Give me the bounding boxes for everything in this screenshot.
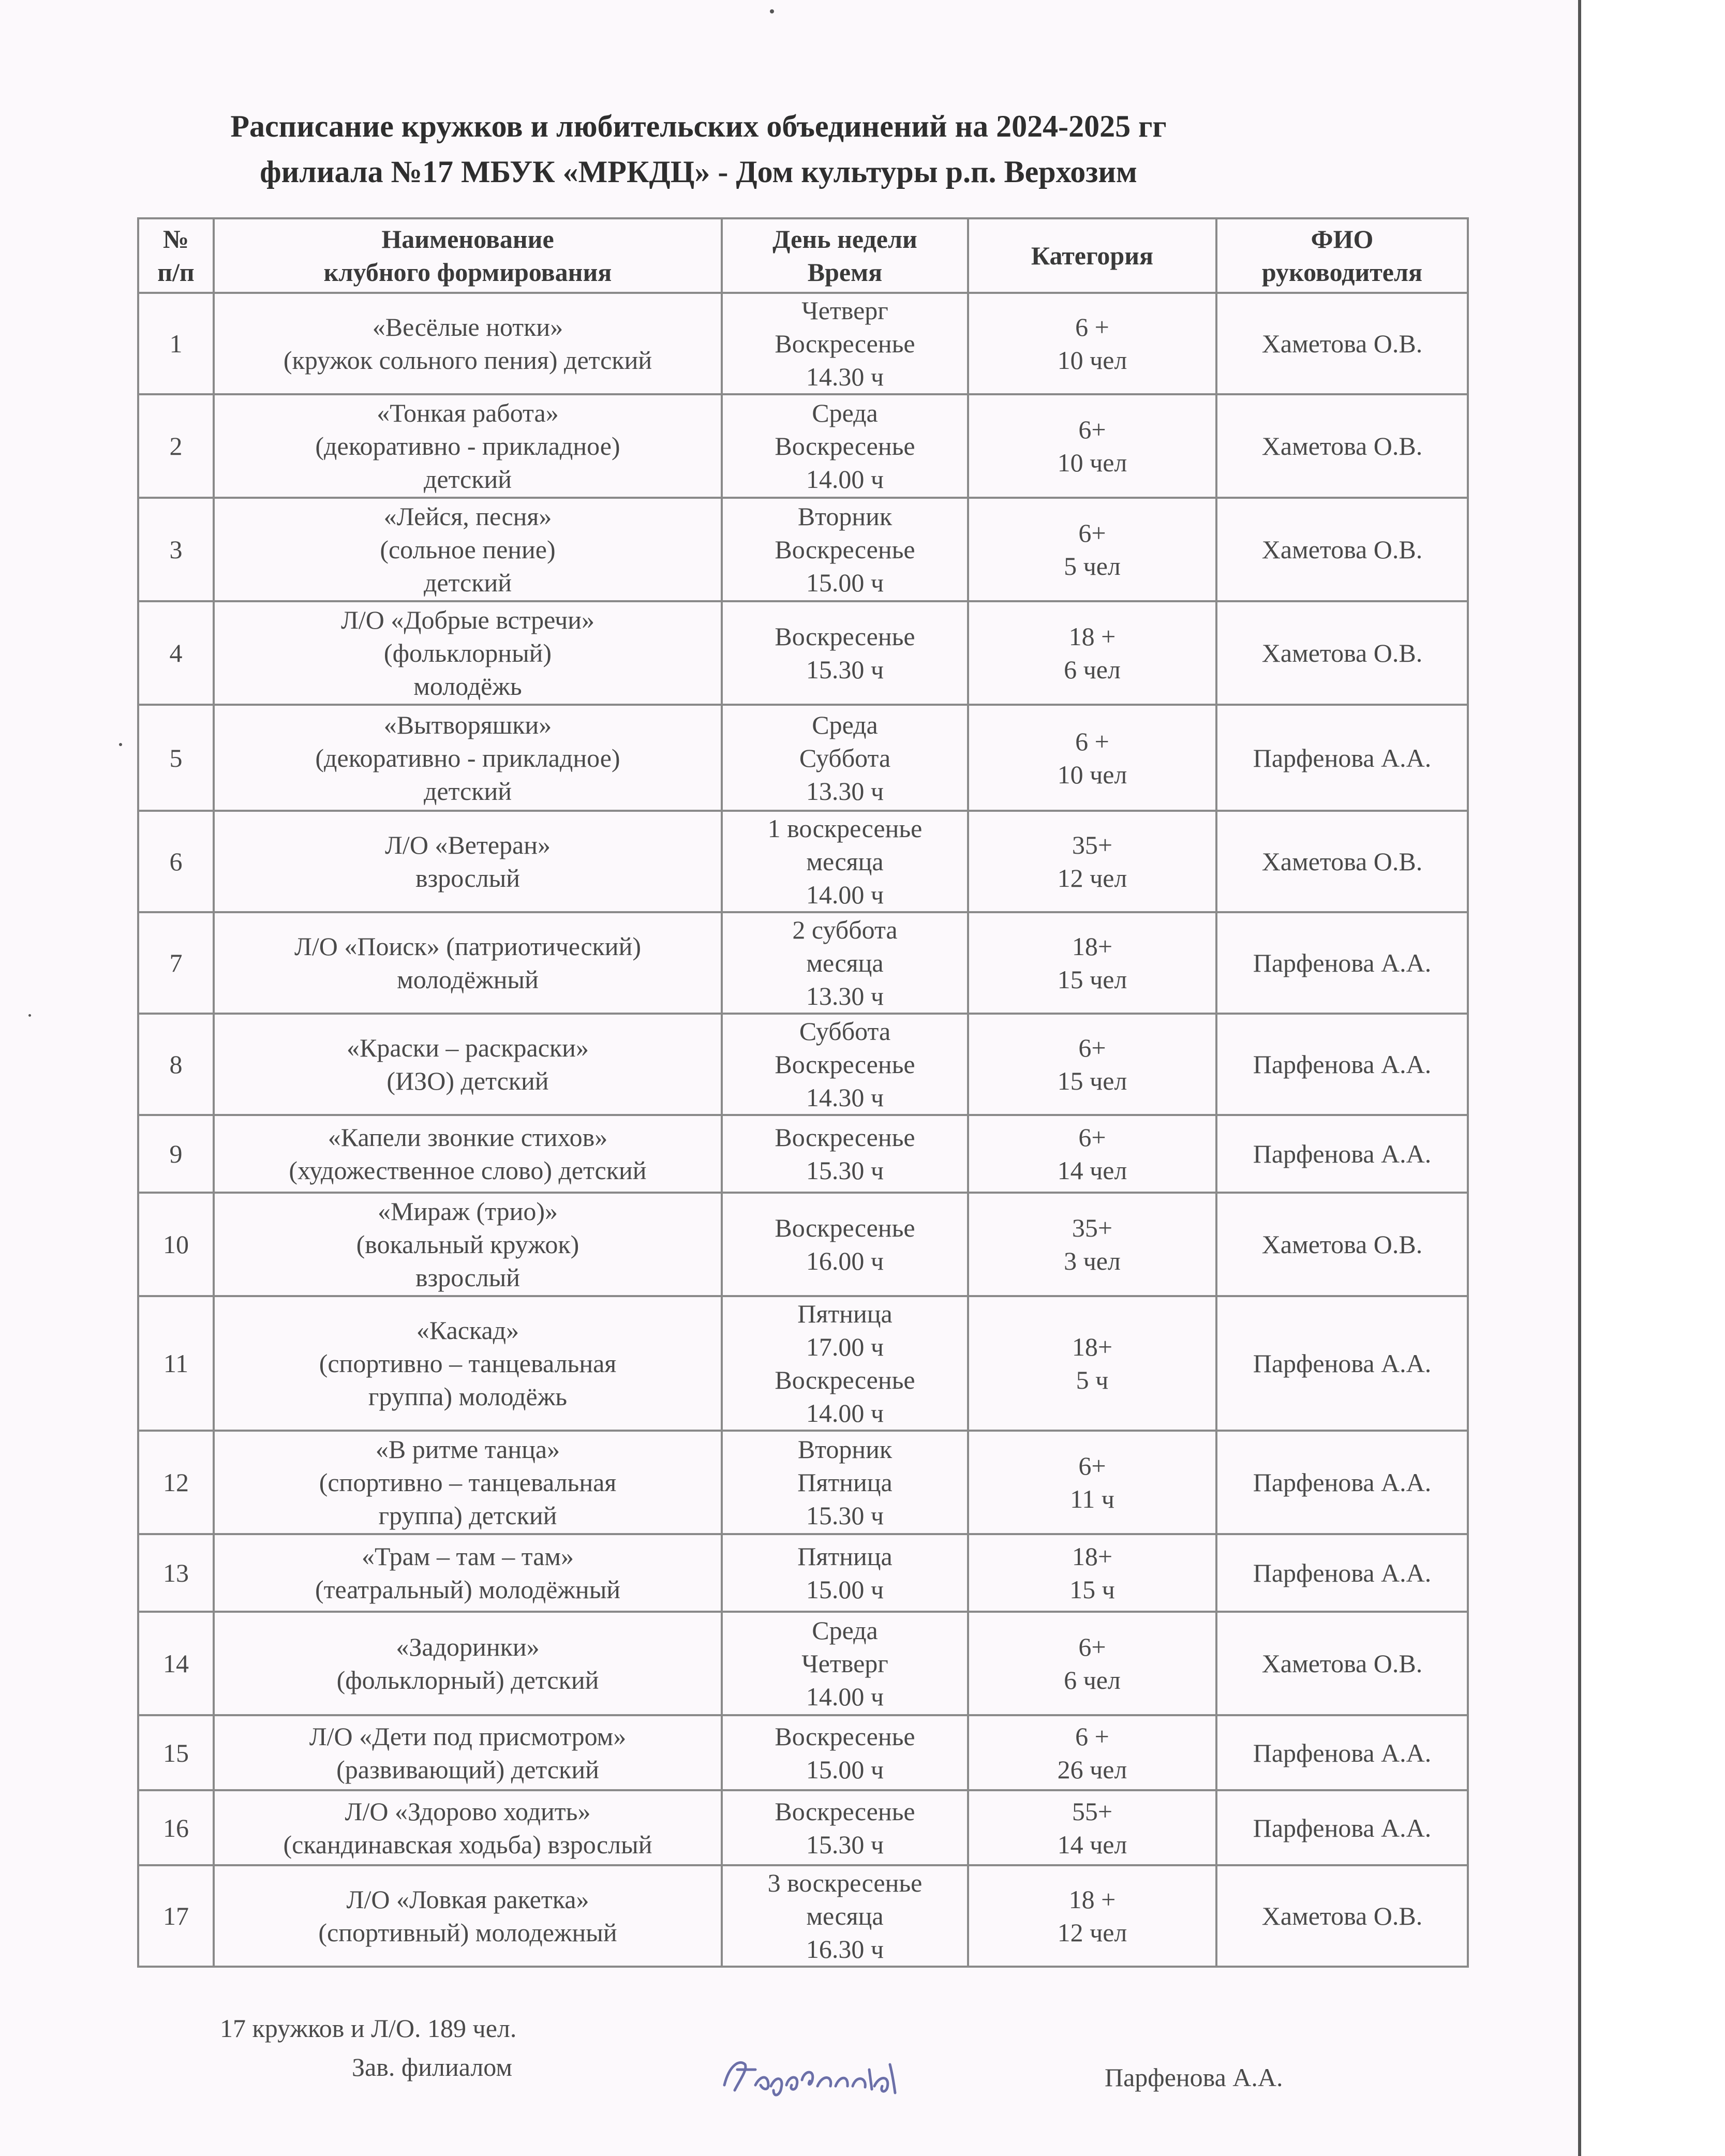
cell-schedule: Среда Четверг 14.00 ч xyxy=(722,1612,968,1715)
cell-category: 6+ 10 чел xyxy=(968,394,1216,498)
cell-category: 6+ 15 чел xyxy=(968,1014,1216,1115)
table-row xyxy=(138,912,1468,1014)
scan-dot-mark xyxy=(119,743,122,746)
cell-schedule: Четверг Воскресенье 14.30 ч xyxy=(722,293,968,394)
cell-schedule: 2 суббота месяца 13.30 ч xyxy=(722,912,968,1014)
cell-category: 6 + 10 чел xyxy=(968,705,1216,811)
cell-category: 35+ 12 чел xyxy=(968,811,1216,912)
cell-name: Л/О «Ветеран» взрослый xyxy=(214,811,722,912)
cell-schedule: Суббота Воскресенье 14.30 ч xyxy=(722,1014,968,1115)
cell-leader: Парфенова А.А. xyxy=(1216,1715,1468,1790)
cell-name: «Мираж (трио)» (вокальный кружок) взрослый xyxy=(214,1193,722,1296)
cell-number: 17 xyxy=(138,1865,214,1967)
cell-category: 6+ 6 чел xyxy=(968,1612,1216,1715)
cell-number: 7 xyxy=(138,912,214,1014)
cell-schedule: 1 воскресенье месяца 14.00 ч xyxy=(722,811,968,912)
handwritten-signature xyxy=(719,2049,942,2106)
cell-number: 14 xyxy=(138,1612,214,1715)
cell-name: «Весёлые нотки» (кружок сольного пения) детский xyxy=(214,293,722,394)
cell-number: 16 xyxy=(138,1790,214,1865)
table-row xyxy=(138,1715,1468,1790)
header-schedule: День недели Время xyxy=(722,218,968,293)
cell-schedule: Вторник Пятница 15.30 ч xyxy=(722,1431,968,1534)
cell-number: 15 xyxy=(138,1715,214,1790)
cell-leader: Парфенова А.А. xyxy=(1216,705,1468,811)
cell-leader: Парфенова А.А. xyxy=(1216,1014,1468,1115)
table-row xyxy=(138,1865,1468,1967)
title-line-2: филиала №17 МБУК «МРКДЦ» - Дом культуры р.п. Верхозим xyxy=(260,155,1137,189)
cell-name: «Каскад» (спортивно – танцевальная группа) молодёжь xyxy=(214,1296,722,1431)
cell-name: «Трам – там – там» (театральный) молодёжный xyxy=(214,1534,722,1612)
cell-number: 10 xyxy=(138,1193,214,1296)
table-row xyxy=(138,293,1468,394)
cell-leader: Парфенова А.А. xyxy=(1216,1115,1468,1193)
cell-number: 2 xyxy=(138,394,214,498)
cell-name: «Вытворяшки» (декоративно - прикладное) детский xyxy=(214,705,722,811)
cell-number: 3 xyxy=(138,498,214,601)
cell-leader: Хаметова О.В. xyxy=(1216,1865,1468,1967)
cell-number: 9 xyxy=(138,1115,214,1193)
cell-category: 18+ 15 ч xyxy=(968,1534,1216,1612)
table-row xyxy=(138,811,1468,912)
cell-number: 12 xyxy=(138,1431,214,1534)
cell-name: «В ритме танца» (спортивно – танцевальная группа) детский xyxy=(214,1431,722,1534)
cell-category: 18 + 6 чел xyxy=(968,601,1216,705)
table-body xyxy=(138,293,1468,1967)
cell-category: 6+ 11 ч xyxy=(968,1431,1216,1534)
cell-category: 55+ 14 чел xyxy=(968,1790,1216,1865)
cell-name: «Капели звонкие стихов» (художественное слово) детский xyxy=(214,1115,722,1193)
cell-schedule: Среда Воскресенье 14.00 ч xyxy=(722,394,968,498)
cell-leader: Хаметова О.В. xyxy=(1216,498,1468,601)
cell-leader: Хаметова О.В. xyxy=(1216,293,1468,394)
cell-category: 6+ 14 чел xyxy=(968,1115,1216,1193)
cell-number: 5 xyxy=(138,705,214,811)
cell-category: 18+ 15 чел xyxy=(968,912,1216,1014)
cell-category: 6+ 5 чел xyxy=(968,498,1216,601)
cell-name: Л/О «Ловкая ракетка» (спортивный) молодежный xyxy=(214,1865,722,1967)
document-title xyxy=(0,103,1397,195)
cell-leader: Парфенова А.А. xyxy=(1216,1431,1468,1534)
cell-schedule: Воскресенье 15.30 ч xyxy=(722,601,968,705)
cell-leader: Хаметова О.В. xyxy=(1216,1612,1468,1715)
header-leader: ФИО руководителя xyxy=(1216,218,1468,293)
cell-leader: Парфенова А.А. xyxy=(1216,912,1468,1014)
cell-leader: Парфенова А.А. xyxy=(1216,1534,1468,1612)
header-category: Категория xyxy=(968,218,1216,293)
cell-leader: Парфенова А.А. xyxy=(1216,1790,1468,1865)
table-row xyxy=(138,1790,1468,1865)
title-line-1: Расписание кружков и любительских объединений на 2024-2025 гг xyxy=(230,109,1167,143)
table-row xyxy=(138,498,1468,601)
cell-schedule: Воскресенье 15.30 ч xyxy=(722,1115,968,1193)
cell-leader: Хаметова О.В. xyxy=(1216,601,1468,705)
cell-name: Л/О «Дети под присмотром» (развивающий) детский xyxy=(214,1715,722,1790)
cell-number: 6 xyxy=(138,811,214,912)
header-name: Наименование клубного формирования xyxy=(214,218,722,293)
cell-leader: Хаметова О.В. xyxy=(1216,811,1468,912)
cell-name: «Тонкая работа» (декоративно - прикладное) детский xyxy=(214,394,722,498)
cell-schedule: Воскресенье 15.00 ч xyxy=(722,1715,968,1790)
table-row xyxy=(138,394,1468,498)
table-row xyxy=(138,1014,1468,1115)
schedule-table xyxy=(137,217,1469,1968)
cell-schedule: Вторник Воскресенье 15.00 ч xyxy=(722,498,968,601)
cell-category: 35+ 3 чел xyxy=(968,1193,1216,1296)
cell-category: 6 + 26 чел xyxy=(968,1715,1216,1790)
cell-name: «Краски – раскраски» (ИЗО) детский xyxy=(214,1014,722,1115)
table-row xyxy=(138,1296,1468,1431)
cell-schedule: 3 воскресенье месяца 16.30 ч xyxy=(722,1865,968,1967)
header-number: № п/п xyxy=(138,218,214,293)
cell-number: 8 xyxy=(138,1014,214,1115)
cell-schedule: Пятница 15.00 ч xyxy=(722,1534,968,1612)
summary-text: 17 кружков и Л/О. 189 чел. xyxy=(220,2014,517,2043)
cell-name: Л/О «Здорово ходить» (скандинавская ходьба) взрослый xyxy=(214,1790,722,1865)
cell-schedule: Воскресенье 16.00 ч xyxy=(722,1193,968,1296)
cell-schedule: Среда Суббота 13.30 ч xyxy=(722,705,968,811)
table-row xyxy=(138,1612,1468,1715)
cell-name: Л/О «Поиск» (патриотический) молодёжный xyxy=(214,912,722,1014)
leader-name-text: Парфенова А.А. xyxy=(1105,2063,1283,2092)
table-row xyxy=(138,1193,1468,1296)
table-row xyxy=(138,705,1468,811)
table-row xyxy=(138,601,1468,705)
table-row xyxy=(138,1431,1468,1534)
cell-number: 11 xyxy=(138,1296,214,1431)
cell-leader: Хаметова О.В. xyxy=(1216,394,1468,498)
table-row xyxy=(138,1534,1468,1612)
cell-name: «Лейся, песня» (сольное пение) детский xyxy=(214,498,722,601)
cell-number: 1 xyxy=(138,293,214,394)
cell-name: «Задоринки» (фольклорный) детский xyxy=(214,1612,722,1715)
cell-schedule: Воскресенье 15.30 ч xyxy=(722,1790,968,1865)
cell-number: 4 xyxy=(138,601,214,705)
cell-schedule: Пятница 17.00 ч Воскресенье 14.00 ч xyxy=(722,1296,968,1431)
cell-category: 18+ 5 ч xyxy=(968,1296,1216,1431)
scan-dot-mark xyxy=(770,9,774,13)
cell-leader: Парфенова А.А. xyxy=(1216,1296,1468,1431)
cell-category: 6 + 10 чел xyxy=(968,293,1216,394)
table-header-row xyxy=(138,218,1468,293)
table-row xyxy=(138,1115,1468,1193)
cell-name: Л/О «Добрые встречи» (фольклорный) молодёжь xyxy=(214,601,722,705)
cell-category: 18 + 12 чел xyxy=(968,1865,1216,1967)
cell-leader: Хаметова О.В. xyxy=(1216,1193,1468,1296)
cell-number: 13 xyxy=(138,1534,214,1612)
position-text: Зав. филиалом xyxy=(352,2053,512,2081)
scan-dot-mark xyxy=(28,1014,31,1017)
